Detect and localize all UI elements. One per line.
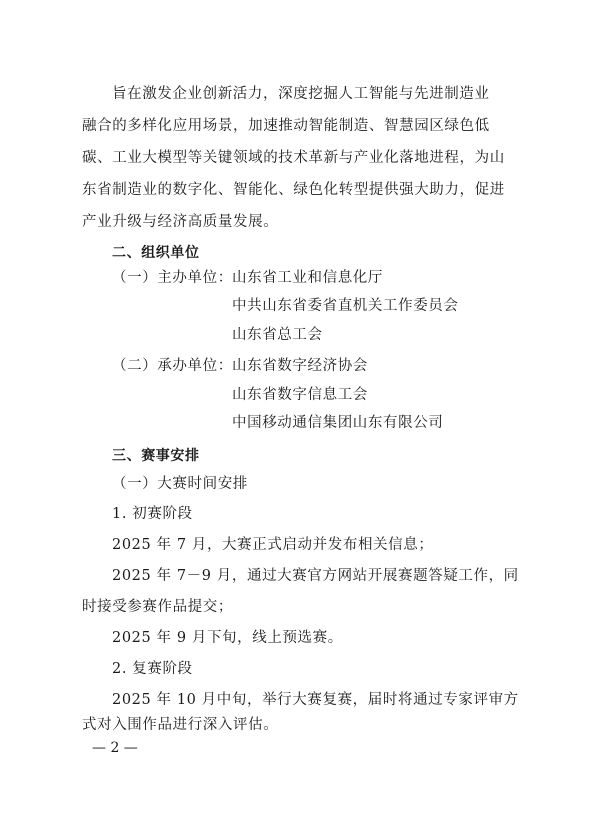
stage-1-item-2a: 2025 年 7－9 月，通过大赛官方网站开展赛题答疑工作，同 <box>112 568 519 584</box>
stage-1-item-2b: 时接受参赛作品提交； <box>82 599 233 615</box>
organizer-unit-1: 山东省数字经济协会 <box>232 358 368 374</box>
stage-2-item-1a: 2025 年 10 月中旬，举行大赛复赛，届时将通过专家评审方 <box>112 692 519 708</box>
section-heading-schedule: 三、赛事安排 <box>112 448 200 464</box>
host-label <box>112 268 233 288</box>
host-unit-3: 山东省总工会 <box>232 327 323 343</box>
organizer-label <box>112 356 233 376</box>
stage-2-title: 2. 复赛阶段 <box>112 661 193 677</box>
host-label-text: （一）主办单位： <box>112 270 233 286</box>
host-unit-2: 中共山东省委省直机关工作委员会 <box>232 298 459 314</box>
organizer-label-text: （二）承办单位： <box>112 358 233 374</box>
page-number: — 2 — <box>92 740 138 756</box>
subheading-timeline: （一）大赛时间安排 <box>112 476 248 492</box>
stage-1-item-1: 2025 年 7 月，大赛正式启动并发布相关信息； <box>112 537 434 553</box>
intro-line-1: 旨在激发企业创新活力，深度挖掘人工智能与先进制造业 <box>112 86 490 102</box>
intro-line-2: 融合的多样化应用场景，加速推动智能制造、智慧园区绿色低 <box>82 118 490 134</box>
intro-line-3: 碳、工业大模型等关键领域的技术革新与产业化落地进程，为山 <box>82 150 505 166</box>
section-heading-organizers: 二、组织单位 <box>112 245 200 261</box>
intro-line-4: 东省制造业的数字化、智能化、绿色化转型提供强大助力，促进 <box>82 182 505 198</box>
stage-1-item-3: 2025 年 9 月下旬，线上预选赛。 <box>112 630 343 646</box>
intro-line-5: 产业升级与经济高质量发展。 <box>82 214 279 230</box>
stage-2-item-1b: 式对入围作品进行深入评估。 <box>82 717 279 733</box>
host-unit-1: 山东省工业和信息化厅 <box>232 270 383 286</box>
organizer-unit-3: 中国移动通信集团山东有限公司 <box>232 415 444 431</box>
organizer-unit-2: 山东省数字信息工会 <box>232 387 368 403</box>
stage-1-title: 1. 初赛阶段 <box>112 506 193 522</box>
